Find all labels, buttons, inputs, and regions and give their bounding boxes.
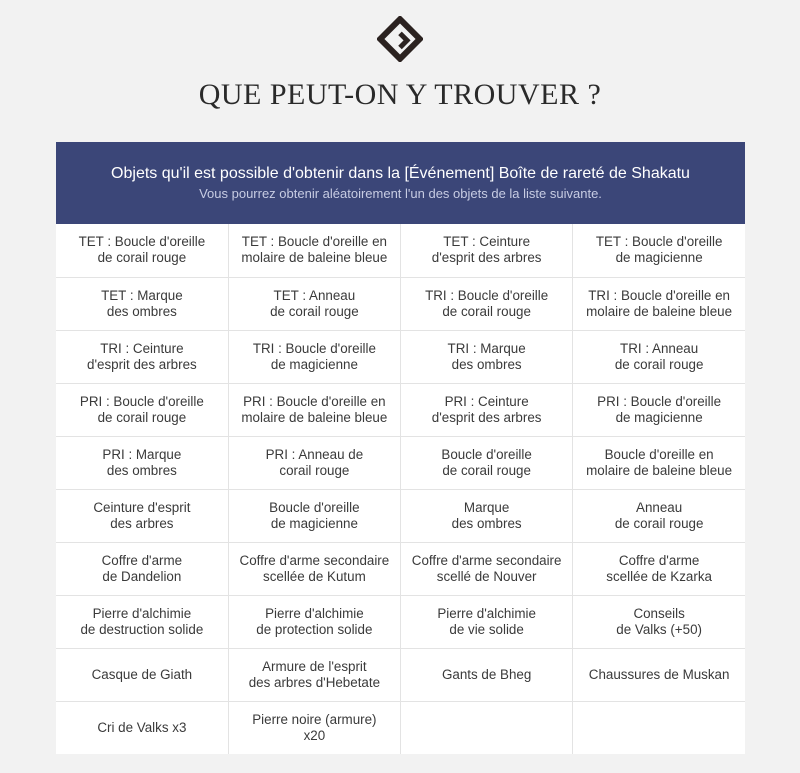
items-panel [56,142,745,754]
item-cell: PRI : Ceinture d'esprit des arbres [401,383,573,436]
item-cell: Ceinture d'esprit des arbres [56,489,228,542]
item-cell: Boucle d'oreille de corail rouge [401,436,573,489]
item-cell: Boucle d'oreille en molaire de baleine bleue [573,436,745,489]
table-row [56,330,745,383]
items-table [56,224,745,754]
table-row [56,542,745,595]
table-row [56,277,745,330]
item-cell: Chaussures de Muskan [573,648,745,701]
item-cell: PRI : Boucle d'oreille en molaire de baleine bleue [228,383,400,436]
table-row [56,383,745,436]
table-row [56,648,745,701]
table-row [56,595,745,648]
table-row [56,224,745,277]
diamond-logo-icon [377,16,423,62]
item-cell: TRI : Anneau de corail rouge [573,330,745,383]
item-cell: TET : Anneau de corail rouge [228,277,400,330]
table-row [56,701,745,754]
panel-subtitle: Vous pourrez obtenir aléatoirement l'un des objets de la liste suivante. [199,186,602,201]
item-cell: TRI : Ceinture d'esprit des arbres [56,330,228,383]
item-cell: Pierre d'alchimie de destruction solide [56,595,228,648]
table-row [56,489,745,542]
panel-title: Objets qu'il est possible d'obtenir dans la [Événement] Boîte de rareté de Shakatu [111,165,690,182]
item-cell: Casque de Giath [56,648,228,701]
item-cell: TRI : Boucle d'oreille de corail rouge [401,277,573,330]
item-cell: TET : Boucle d'oreille de corail rouge [56,224,228,277]
item-cell: Coffre d'arme de Dandelion [56,542,228,595]
item-cell: Coffre d'arme scellée de Kzarka [573,542,745,595]
item-cell: PRI : Marque des ombres [56,436,228,489]
item-cell: TET : Ceinture d'esprit des arbres [401,224,573,277]
page-title: QUE PEUT-ON Y TROUVER ? [198,78,602,111]
item-cell: Pierre d'alchimie de vie solide [401,595,573,648]
item-cell: Cri de Valks x3 [56,701,228,754]
item-cell: TRI : Marque des ombres [401,330,573,383]
item-cell: PRI : Boucle d'oreille de corail rouge [56,383,228,436]
item-cell: PRI : Anneau de corail rouge [228,436,400,489]
item-cell [573,701,745,754]
panel-header [56,142,745,224]
table-row [56,436,745,489]
item-cell: TRI : Boucle d'oreille de magicienne [228,330,400,383]
item-cell: Marque des ombres [401,489,573,542]
item-cell: TET : Marque des ombres [56,277,228,330]
item-cell: TET : Boucle d'oreille en molaire de baleine bleue [228,224,400,277]
item-cell: Pierre noire (armure) x20 [228,701,400,754]
item-cell: Coffre d'arme secondaire scellé de Nouver [401,542,573,595]
item-cell: Armure de l'esprit des arbres d'Hebetate [228,648,400,701]
item-cell: Conseils de Valks (+50) [573,595,745,648]
item-cell [401,701,573,754]
item-cell: Coffre d'arme secondaire scellée de Kutum [228,542,400,595]
item-cell: Boucle d'oreille de magicienne [228,489,400,542]
item-cell: PRI : Boucle d'oreille de magicienne [573,383,745,436]
item-cell: Anneau de corail rouge [573,489,745,542]
item-cell: TRI : Boucle d'oreille en molaire de baleine bleue [573,277,745,330]
item-cell: Gants de Bheg [401,648,573,701]
item-cell: TET : Boucle d'oreille de magicienne [573,224,745,277]
item-cell: Pierre d'alchimie de protection solide [228,595,400,648]
